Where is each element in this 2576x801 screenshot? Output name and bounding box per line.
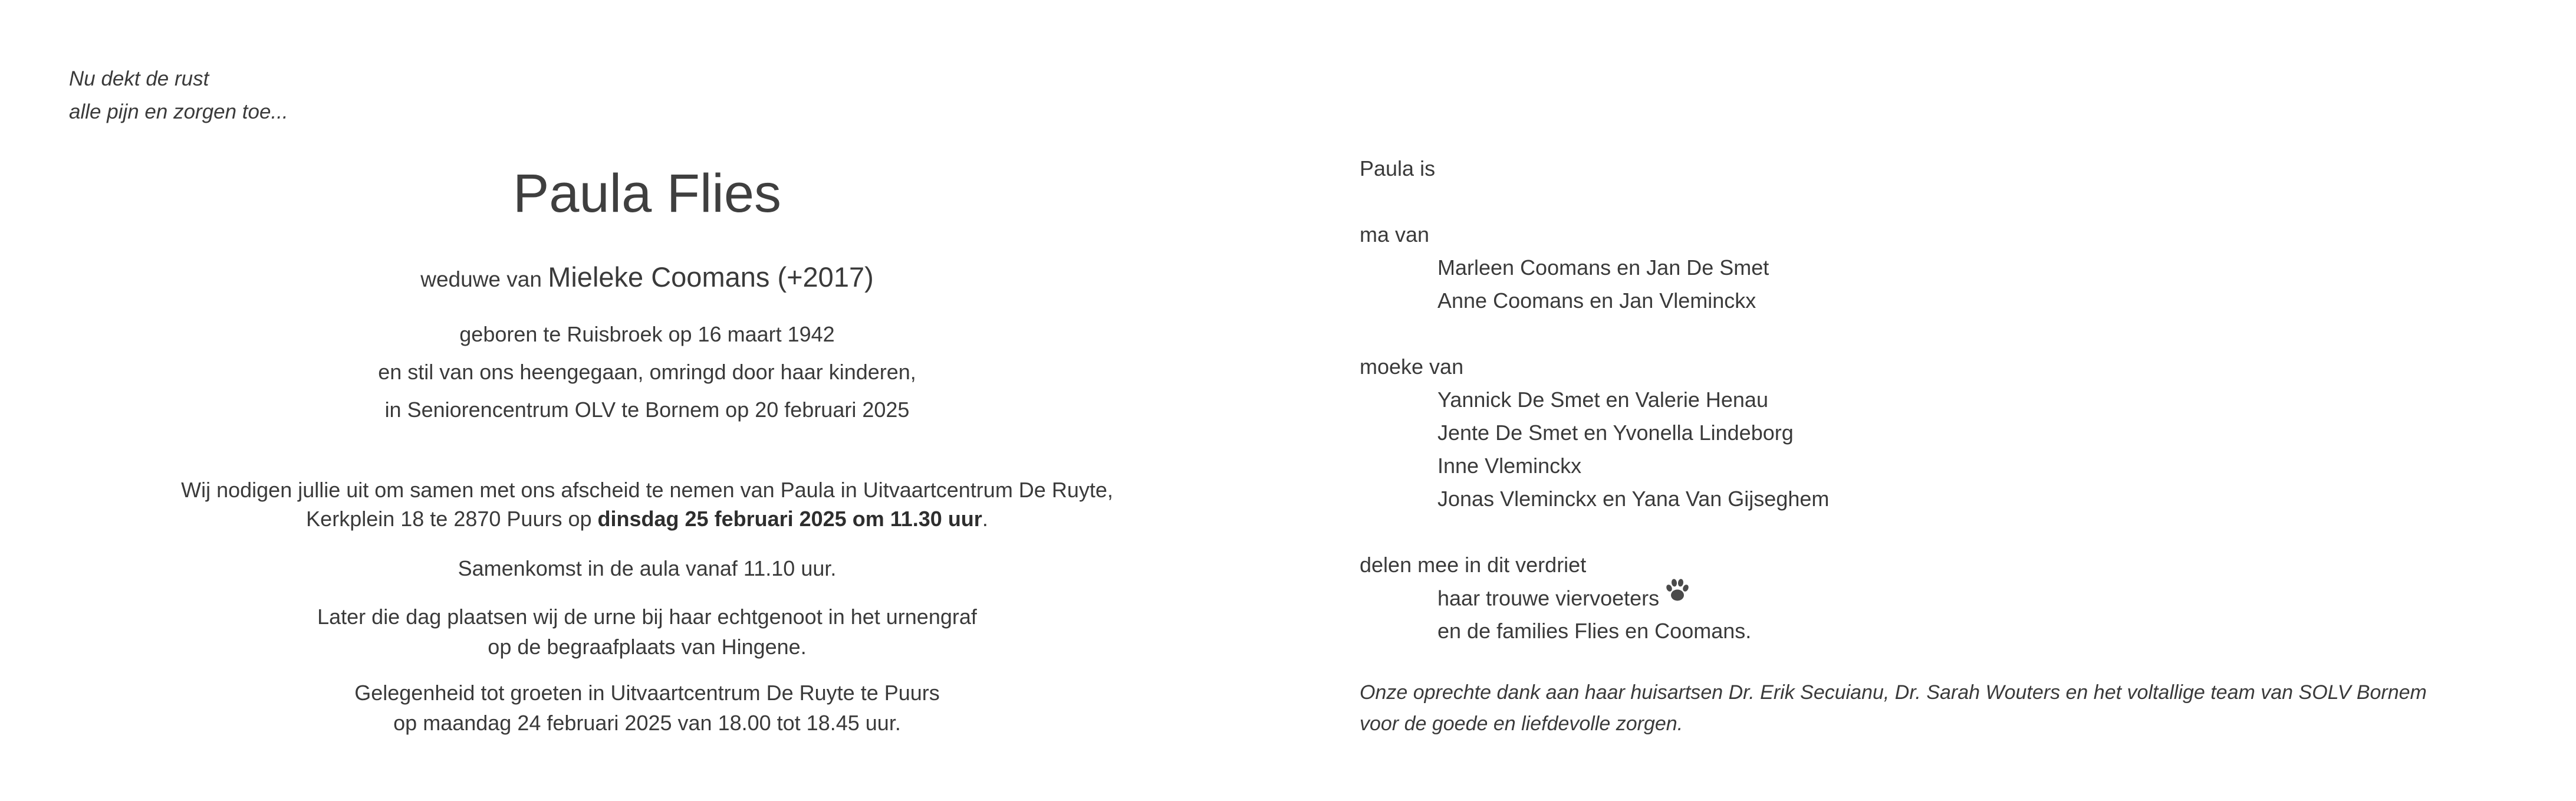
families-line: en de families Flies en Coomans. — [1437, 619, 1752, 643]
urn-line-1: Later die dag plaatsen wij de urne bij haar echtgenoot in het urnengraf — [317, 605, 977, 629]
invitation-line-2 — [59, 504, 1235, 533]
invitation-address: Kerkplein 18 te 2870 Puurs op — [306, 507, 592, 531]
poem-line-1: Nu dekt de rust — [69, 67, 209, 90]
visitation-info — [59, 678, 1235, 738]
grandmother-label: moeke van — [1360, 354, 1464, 379]
pets-text: haar trouwe viervoeters — [1437, 586, 1660, 610]
birth-death-info — [59, 316, 1235, 429]
widow-line — [59, 261, 1235, 296]
thanks-note — [1360, 677, 2539, 740]
thanks-line-1: Onze oprechte dank aan haar huisartsen Dr. Erik Secuianu, Dr. Sarah Wouters en het voltallige team van SOLV Bornem — [1360, 681, 2427, 704]
grandchild-item: Jonas Vleminckx en Yana Van Gijseghem — [1437, 487, 1830, 511]
paw-icon — [1664, 577, 1691, 613]
place-date-line: in Seniorencentrum OLV te Bornem op 20 februari 2025 — [384, 398, 910, 422]
poem-line-2: alle pijn en zorgen toe... — [69, 100, 288, 123]
deceased-name: Paula Flies — [512, 163, 782, 224]
share-label: delen mee in dit verdriet — [1360, 553, 1587, 577]
invitation-period: . — [982, 507, 988, 531]
grandchild-item: Yannick De Smet en Valerie Henau — [1437, 388, 1768, 412]
gathering-info: Samenkomst in de aula vanaf 11.10 uur. — [458, 556, 837, 580]
child-item: Anne Coomans en Jan Vleminckx — [1437, 288, 1756, 313]
born-line: geboren te Ruisbroek op 16 maart 1942 — [459, 322, 835, 346]
spouse-name: Mieleke Coomans (+2017) — [548, 261, 874, 293]
funeral-invitation — [59, 475, 1235, 533]
invitation-line-1: Wij nodigen jullie uit om samen met ons afscheid te nemen van Paula in Uitvaartcentrum De Ruyte, — [181, 478, 1113, 502]
thanks-line-2: voor de goede en liefdevolle zorgen. — [1360, 713, 1683, 735]
visit-line-1: Gelegenheid tot groeten in Uitvaartcentrum De Ruyte te Puurs — [354, 681, 940, 705]
visit-line-2: op maandag 24 februari 2025 van 18.00 tot 18.45 uur. — [393, 711, 901, 735]
widow-prefix: weduwe van — [420, 267, 542, 291]
funeral-date-time: dinsdag 25 februari 2025 om 11.30 uur — [597, 507, 982, 531]
poem — [69, 63, 288, 129]
grandchild-item: Inne Vleminckx — [1437, 454, 1582, 478]
passed-line: en stil van ons heengegaan, omringd door haar kinderen, — [378, 360, 916, 384]
family-intro: Paula is — [1360, 156, 1436, 180]
urn-info — [59, 602, 1235, 662]
mother-label: ma van — [1360, 222, 1430, 247]
child-item: Marleen Coomans en Jan De Smet — [1437, 255, 1769, 280]
pets-line — [1360, 582, 2527, 615]
grandchild-item: Jente De Smet en Yvonella Lindeborg — [1437, 421, 1794, 445]
family-list — [1360, 152, 2527, 648]
urn-line-2: op de begraafplaats van Hingene. — [488, 635, 807, 659]
